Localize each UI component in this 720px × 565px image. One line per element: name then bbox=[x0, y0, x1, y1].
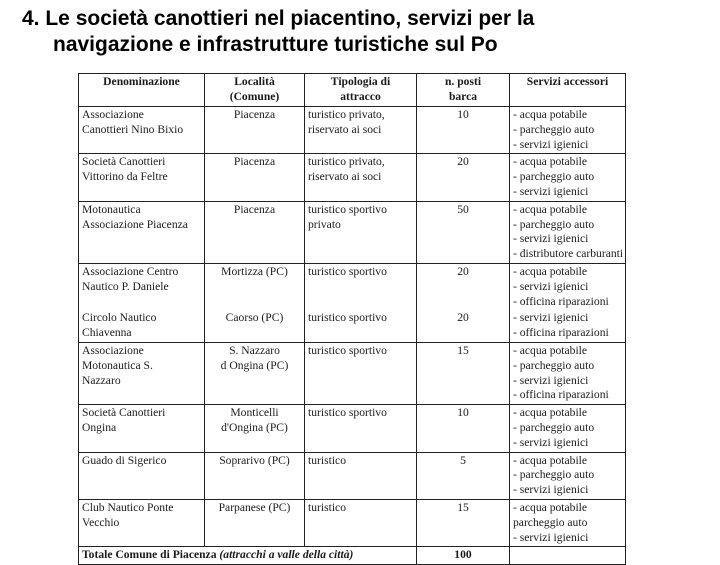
cell-posti-barca: 50 bbox=[417, 201, 510, 263]
cell-servizi bbox=[510, 201, 626, 263]
club-name-line: Vittorino da Feltre bbox=[82, 170, 168, 184]
title-line-1: 4. Le società canottieri nel piacentino, servizi per la bbox=[22, 7, 535, 30]
cell-tipologia bbox=[305, 263, 417, 310]
cell-servizi bbox=[510, 310, 626, 342]
cell-localita bbox=[205, 342, 305, 404]
table-row bbox=[79, 201, 626, 263]
location-line: Piacenza bbox=[233, 202, 276, 216]
cell-tipologia bbox=[305, 452, 417, 499]
mooring-type-line: riservato ai soci bbox=[308, 122, 382, 136]
table-row bbox=[79, 263, 626, 310]
cell-posti-barca: 15 bbox=[417, 342, 510, 404]
cell-localita bbox=[205, 452, 305, 499]
table-row bbox=[79, 107, 626, 154]
table-row bbox=[79, 452, 626, 499]
service-item: - distributore carburanti bbox=[513, 247, 624, 261]
mooring-type-line: turistico sportivo bbox=[308, 264, 387, 278]
service-item: - parcheggio auto bbox=[513, 420, 595, 434]
service-item: - acqua potabile bbox=[513, 155, 588, 169]
location-line: d'Ongina (PC) bbox=[221, 420, 288, 434]
mooring-type-line: riservato ai soci bbox=[308, 170, 382, 184]
header-text: n. posti bbox=[444, 75, 482, 88]
cell-tipologia bbox=[305, 201, 417, 263]
service-item: - acqua potabile bbox=[513, 264, 588, 278]
service-item: - servizi igienici bbox=[513, 232, 589, 246]
location-line: Mortizza (PC) bbox=[221, 264, 288, 278]
mooring-type-line: turistico privato, bbox=[308, 155, 385, 169]
cell-posti-barca: 20 bbox=[417, 263, 510, 310]
service-item: - servizi igienici bbox=[513, 483, 589, 497]
club-name-line: Associazione bbox=[82, 108, 144, 121]
cell-posti-barca: 5 bbox=[417, 452, 510, 499]
mooring-type-line: turistico sportivo bbox=[308, 202, 387, 216]
cell-posti-barca: 10 bbox=[417, 405, 510, 452]
header-text: Località bbox=[234, 75, 275, 88]
service-item: - parcheggio auto bbox=[513, 358, 595, 372]
table-body bbox=[79, 107, 626, 565]
service-item: - acqua potabile bbox=[513, 406, 588, 420]
cell-posti-barca: 20 bbox=[417, 154, 510, 201]
cell-localita bbox=[205, 405, 305, 452]
club-name-line: Motonautica S. bbox=[82, 358, 153, 372]
services-list bbox=[513, 454, 622, 498]
cell-localita bbox=[205, 107, 305, 154]
header-posti-barca bbox=[417, 74, 510, 107]
table-row bbox=[79, 154, 626, 201]
table-header-row bbox=[79, 74, 626, 107]
club-name-line: Guado di Sigerico bbox=[82, 453, 167, 467]
cell-denominazione bbox=[79, 154, 205, 201]
cell-tipologia bbox=[305, 342, 417, 404]
cell-denominazione bbox=[79, 342, 205, 404]
total-label-cell bbox=[79, 547, 417, 565]
cell-posti-barca: 10 bbox=[417, 107, 510, 154]
header-text: attracco bbox=[340, 89, 381, 103]
total-value: 100 bbox=[417, 547, 510, 565]
club-name-line: Motonautica bbox=[82, 202, 141, 216]
mooring-type-line: turistico sportivo bbox=[308, 406, 387, 420]
location-line: d Ongina (PC) bbox=[220, 358, 289, 372]
service-item: - servizi igienici bbox=[513, 373, 589, 387]
cell-servizi bbox=[510, 405, 626, 452]
cell-servizi bbox=[510, 263, 626, 310]
service-item: - acqua potabile bbox=[513, 108, 588, 121]
service-item: - parcheggio auto bbox=[513, 468, 595, 482]
cell-denominazione bbox=[79, 201, 205, 263]
location-line: Caorso (PC) bbox=[225, 311, 284, 325]
location-line: Parpanese (PC) bbox=[218, 500, 291, 514]
services-list bbox=[513, 265, 622, 309]
service-item: - acqua potabile bbox=[513, 343, 588, 357]
service-item: - servizi igienici bbox=[513, 137, 589, 151]
club-name-line: Nautico P. Daniele bbox=[82, 279, 169, 293]
cell-denominazione bbox=[79, 263, 205, 310]
service-item: - servizi igienici bbox=[513, 184, 589, 198]
header-text: Denominazione bbox=[103, 75, 180, 88]
mooring-type-line: turistico privato, bbox=[308, 108, 385, 121]
club-name-line: Società Canottieri bbox=[82, 406, 166, 420]
marinas-table bbox=[78, 73, 626, 565]
service-item: - servizi igienici bbox=[513, 279, 589, 293]
services-list bbox=[513, 406, 622, 450]
club-name-line: Ongina bbox=[82, 420, 117, 434]
service-item: - acqua potabile bbox=[513, 500, 588, 514]
cell-tipologia bbox=[305, 154, 417, 201]
services-list bbox=[513, 155, 622, 199]
table-row bbox=[79, 310, 626, 342]
club-name-line: Associazione Piacenza bbox=[82, 217, 188, 231]
club-name-line: Società Canottieri bbox=[82, 155, 166, 169]
club-name-line: Associazione Centro bbox=[82, 264, 179, 278]
cell-denominazione bbox=[79, 405, 205, 452]
cell-servizi bbox=[510, 452, 626, 499]
header-servizi bbox=[510, 74, 626, 107]
marinas-table-wrapper bbox=[78, 73, 625, 565]
club-name-line: Canottieri Nino Bixio bbox=[82, 122, 184, 136]
club-name-line: Nazzaro bbox=[82, 373, 121, 387]
location-line: Piacenza bbox=[233, 155, 276, 169]
service-item: - parcheggio auto bbox=[513, 122, 595, 136]
header-text: (Comune) bbox=[229, 89, 280, 103]
mooring-type-line: privato bbox=[308, 217, 341, 231]
club-name-line: Chiavenna bbox=[82, 326, 132, 340]
title-line-2: navigazione e infrastrutture turistiche sul Po bbox=[53, 33, 498, 56]
header-text: Tipologia di bbox=[330, 75, 391, 88]
service-item: - parcheggio auto bbox=[513, 217, 595, 231]
header-localita bbox=[205, 74, 305, 107]
header-denominazione bbox=[79, 74, 205, 107]
club-name-line: Club Nautico Ponte bbox=[82, 500, 174, 514]
table-row bbox=[79, 405, 626, 452]
cell-localita bbox=[205, 154, 305, 201]
total-row bbox=[79, 547, 626, 565]
service-item: - servizi igienici bbox=[513, 435, 589, 449]
cell-tipologia bbox=[305, 405, 417, 452]
club-name-line: Vecchio bbox=[82, 515, 120, 529]
service-item: - officina riparazioni bbox=[513, 388, 609, 402]
location-line: Piacenza bbox=[233, 108, 276, 121]
service-item: - servizi igienici bbox=[513, 311, 589, 325]
table-row bbox=[79, 342, 626, 404]
cell-denominazione bbox=[79, 310, 205, 342]
cell-posti-barca: 15 bbox=[417, 499, 510, 546]
service-item: - officina riparazioni bbox=[513, 294, 609, 308]
service-item: - parcheggio auto bbox=[513, 170, 595, 184]
total-label: Totale Comune di Piacenza bbox=[82, 548, 217, 562]
location-line: Soprarivo (PC) bbox=[219, 453, 290, 467]
services-list bbox=[513, 311, 622, 341]
location-line: S. Nazzaro bbox=[229, 343, 280, 357]
cell-localita bbox=[205, 201, 305, 263]
cell-tipologia bbox=[305, 310, 417, 342]
services-list bbox=[513, 344, 622, 403]
total-note: (attracchi a valle della città) bbox=[219, 548, 354, 562]
header-text: Servizi accessori bbox=[526, 75, 609, 88]
mooring-type-line: turistico bbox=[308, 453, 346, 467]
service-item: parcheggio auto bbox=[513, 515, 588, 529]
mooring-type-line: turistico sportivo bbox=[308, 343, 387, 357]
cell-denominazione bbox=[79, 107, 205, 154]
cell-localita bbox=[205, 310, 305, 342]
service-item: - servizi igienici bbox=[513, 530, 589, 544]
cell-servizi bbox=[510, 342, 626, 404]
club-name-line: Associazione bbox=[82, 343, 144, 357]
cell-tipologia bbox=[305, 107, 417, 154]
services-list bbox=[513, 501, 622, 545]
cell-servizi bbox=[510, 107, 626, 154]
service-item: - acqua potabile bbox=[513, 202, 588, 216]
cell-servizi bbox=[510, 154, 626, 201]
service-item: - acqua potabile bbox=[513, 453, 588, 467]
services-list bbox=[513, 108, 622, 152]
service-item: - officina riparazioni bbox=[513, 326, 609, 340]
total-empty-cell bbox=[510, 547, 626, 565]
services-list bbox=[513, 203, 622, 262]
mooring-type-line: turistico sportivo bbox=[308, 311, 387, 325]
header-tipologia bbox=[305, 74, 417, 107]
cell-posti-barca: 20 bbox=[417, 310, 510, 342]
header-text: barca bbox=[448, 89, 478, 103]
location-line: Monticelli bbox=[230, 406, 279, 420]
cell-localita bbox=[205, 263, 305, 310]
mooring-type-line: turistico bbox=[308, 500, 346, 514]
slide-title bbox=[22, 6, 712, 58]
cell-denominazione bbox=[79, 452, 205, 499]
club-name-line: Circolo Nautico bbox=[82, 311, 157, 325]
